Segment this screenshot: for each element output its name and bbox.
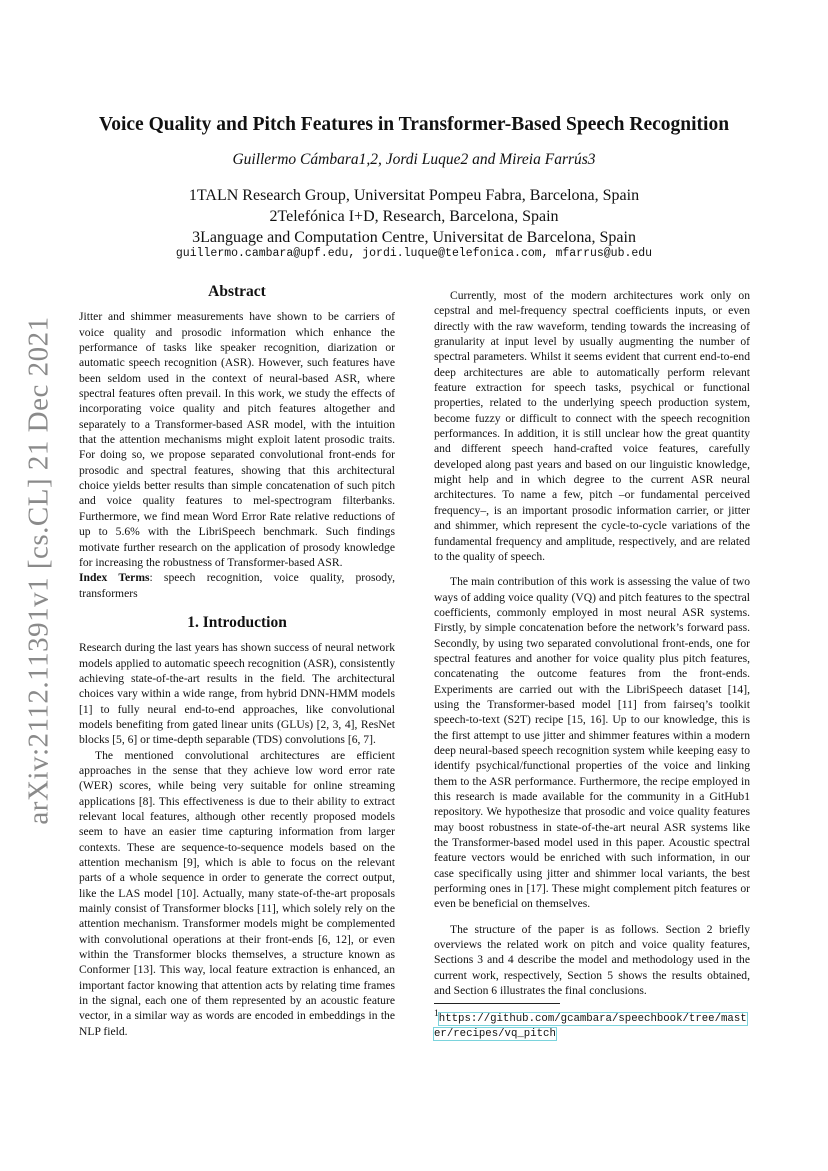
right-paragraph-3: The structure of the paper is as follows. Section 2 briefly overviews the related work on pitch and voice quality features, Sections 3 and 4 describe the model and methodology used in the current work, respectively, Section 5 shows the results obtained, and Section 6 illustrates the final conclusions. [434,922,750,998]
paper-title: Voice Quality and Pitch Features in Transformer-Based Speech Recognition [98,114,730,135]
abstract-heading: Abstract [208,283,266,300]
affiliations [60,185,768,248]
right-paragraph-1: Currently, most of the modern architectures work only on cepstral and mel-frequency spectral coefficients inputs, or even directly with the raw waveform, tending towards the increasing of granularity at input level by usually augmenting the number of spectral parameters. Whilst it seems evident that current end-to-end deep architectures are able to automatically perform relevant feature extraction for speech tasks, psychical or functional properties, related to the underlying speech production system, become fuzzy or difficult to connect with the speech recognition performances. In addition, it is still unclear how the great quantity and different speech hand-crafted voice features, carefully developed along past years and based on our linguistic knowledge, might help and in which degree to the current ASR neural architectures. To name a few, pitch –or fundamental perceived frequency–, is an important prosodic information carrier, or jitter and shimmer, which represent the cycle-to-cycle variations of the fundamental frequency and amplitude, respectively, and are related to the quality of speech. [434,289,750,563]
right-paragraph-2: The main contribution of this work is assessing the value of two ways of adding voice quality (VQ) and pitch features to the spectral coefficients, commonly employed in most neural ASR systems. Firstly, by simple concatenation before the network’s forward pass. Secondly, by using two separated convolutional front-ends, one for spectral features and another for voice quality plus pitch features, concatenating the outcome features from the front-ends. Experiments are carried out with the LibriSpeech dataset [14], using the Transformer-based model [11] from fairseq’s toolkit speech-to-text (S2T) recipe [15, 16]. Up to our knowledge, this is the first attempt to use jitter and shimmer features within a modern deep neural-based speech recognition system while keeping easy to identify psychical/functional properties of the voice and linking them to the ASR performance. Furthermore, the recipe employed in this research is made available for the community in a GitHub1 repository. We hypothesize that prosodic and voice quality features may boost robustness in state-of-the-art neural ASR systems like the Transformer-based model used in this paper. Acoustic spectral feature vectors would be enriched with such information, in our case specifically using jitter and shimmer local variants, the best performing ones in [17]. These might complement pitch features or even be beneficial on themselves. [434,575,750,911]
affiliation-3: 3Language and Computation Centre, Universitat de Barcelona, Spain [192,229,636,246]
index-terms-text: : speech recognition, voice quality, prosody, transformers [79,571,395,600]
intro-paragraph-2: The mentioned convolutional architectures are efficient approaches in the sense that they achieve low word error rate (WER) scores, while being very suitable for online streaming applications [8]. This effectiveness is due to their ability to extract relevant local features, although other recently proposed models seem to have an easier time capturing information from larger contexts. These are sequence-to-sequence models based on the attention mechanism [9], which is able to focus on the relevant parts of a whole sequence in order to generate the correct output, like the LAS model [10]. Actually, many state-of-the-art proposals mainly consist of Transformer blocks [11], which solely rely on the attention mechanism. Transformer models might be complemented with convolutional operations at their front-ends [6, 12], or even within the Transformer blocks themselves, a structure known as Conformer [13]. This way, local feature extraction is enhanced, an important factor knowing that attention acts by relating time frames in the signal, each one of them represented by an acoustic feature vector, in a similar way as words are encoded in embeddings in the NLP field. [79,748,395,1038]
footnote [434,1007,752,1041]
footnote-github-link[interactable]: https://github.com/gcambara/speechbook/tree/master/recipes/vq_pitch [434,1012,747,1040]
intro-paragraph-1: Research during the last years has shown success of neural network models applied to automatic speech recognition (ASR), consistently achieving state-of-the-art results in the field. The architectural choices vary within a wide range, from hybrid DNN-HMM models [1] to fully neural end-to-end approaches, like convolutional models benefiting from gated linear units (GLUs) [2, 3, 4], ResNet blocks [5, 6] or time-depth separable (TDS) convolutions [6, 7]. [79,641,395,747]
right-column [434,288,750,998]
index-terms-label: Index Terms [79,571,150,585]
left-column [79,284,395,1039]
abstract-text: Jitter and shimmer measurements have shown to be carriers of voice quality and prosodic information which enhance the performance of tasks like speaker recognition, diarization or automatic speech recognition (ASR). However, such features have been seldom used in the context of neural-based ASR, where spectral features often prevail. In this work, we study the effects of incorporating voice quality and pitch features altogether and separately to a Transformer-based ASR model, with the intuition that the attention mechanisms might exploit latent prosodic traits. For doing so, we propose separated convolutional front-ends for prosodic and spectral features, showing that this architectural choice yields better results than simple concatenation of such pitch and voice quality features to mel-spectrogram filterbanks. Furthermore, we find mean Word Error Rate relative reductions of up to 5.6% with the LibriSpeech benchmark. Such findings motivate further research on the application of prosody knowledge for increasing the robustness of Transformer-based ASR. [79,310,395,569]
footnote-mark: 1 [434,1008,439,1019]
index-terms [79,570,395,601]
paper-authors: Guillermo Cámbara1,2, Jordi Luque2 and Mireia Farrús3 [232,151,596,168]
footnote-divider [434,1003,560,1004]
author-emails: guillermo.cambara@upf.edu, jordi.luque@telefonica.com, mfarrus@ub.edu [175,247,653,260]
arxiv-id-text: arXiv:2112.11391v1 [cs.CL] 21 Dec 2021 [22,315,55,825]
affiliation-1: 1TALN Research Group, Universitat Pompeu Fabra, Barcelona, Spain [188,187,640,204]
affiliation-2: 2Telefónica I+D, Research, Barcelona, Spain [269,208,559,225]
introduction-heading: 1. Introduction [187,613,287,631]
arxiv-identifier-stamp [14,250,64,890]
